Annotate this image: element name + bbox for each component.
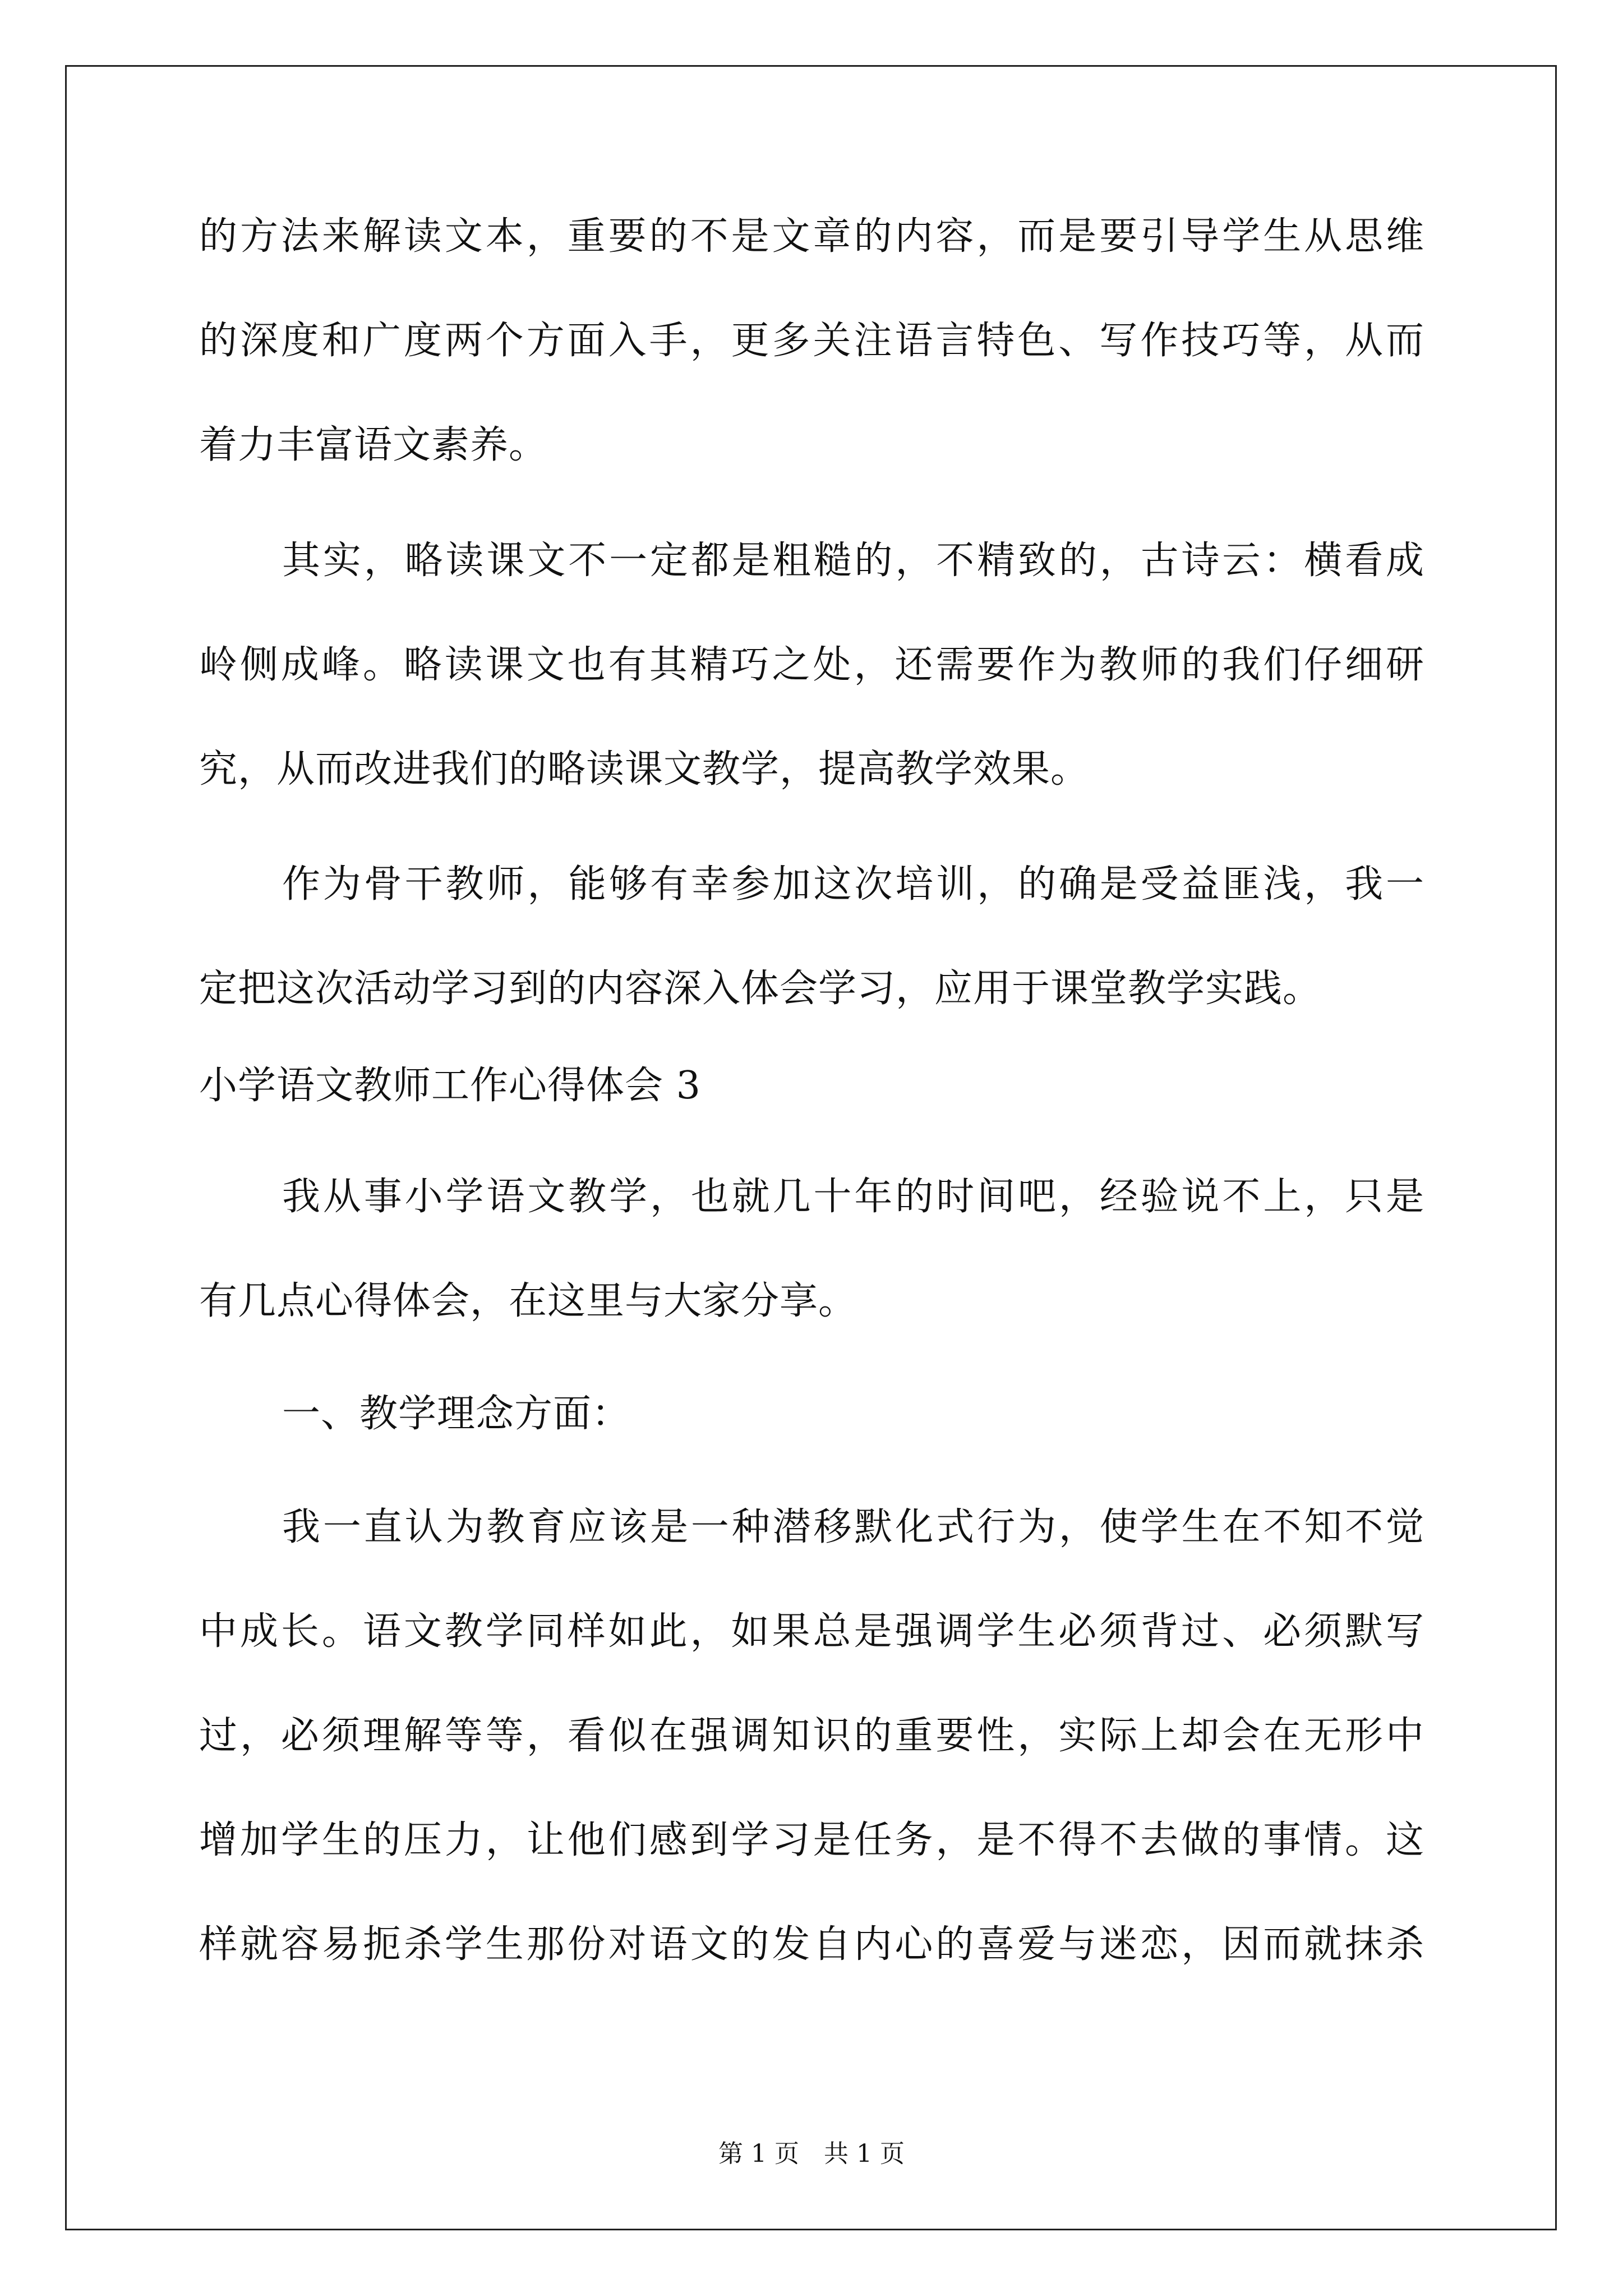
subheading: 一、教学理念方面： bbox=[282, 1392, 631, 1436]
body-line: 我从事小学语文教学，也就几十年的时间吧，经验说不上，只是 bbox=[282, 1175, 1424, 1219]
body-line: 着力丰富语文素养。 bbox=[199, 423, 548, 467]
body-line: 的方法来解读文本，重要的不是文章的内容，而是要引导学生从思维 bbox=[199, 214, 1424, 259]
body-line: 有几点心得体会，在这里与大家分享。 bbox=[199, 1279, 857, 1323]
body-line: 过，必须理解等等，看似在强调知识的重要性，实际上却会在无形中 bbox=[199, 1714, 1424, 1758]
body-line: 的深度和广度两个方面入手，更多关注语言特色、写作技巧等，从而 bbox=[199, 319, 1424, 363]
body-line: 究，从而改进我们的略读课文教学，提高教学效果。 bbox=[199, 747, 1090, 792]
body-line: 我一直认为教育应该是一种潜移默化式行为，使学生在不知不觉 bbox=[282, 1505, 1424, 1549]
section-heading: 小学语文教师工作心得体会 3 bbox=[199, 1064, 701, 1108]
page-border bbox=[65, 65, 1557, 2230]
body-line: 中成长。语文教学同样如此，如果总是强调学生必须背过、必须默写 bbox=[199, 1609, 1424, 1654]
page-footer: 第 1 页 共 1 页 bbox=[718, 2139, 905, 2168]
body-line: 定把这次活动学习到的内容深入体会学习，应用于课堂教学实践。 bbox=[199, 967, 1322, 1011]
body-line: 岭侧成峰。略读课文也有其精巧之处，还需要作为教师的我们仔细研 bbox=[199, 643, 1424, 687]
body-line: 其实，略读课文不一定都是粗糙的，不精致的，古诗云：横看成 bbox=[282, 539, 1424, 583]
body-line: 作为骨干教师，能够有幸参加这次培训，的确是受益匪浅，我一 bbox=[282, 862, 1424, 907]
body-line: 增加学生的压力，让他们感到学习是任务，是不得不去做的事情。这 bbox=[199, 1818, 1424, 1862]
body-line: 样就容易扼杀学生那份对语文的发自内心的喜爱与迷恋，因而就抹杀 bbox=[199, 1922, 1424, 1967]
